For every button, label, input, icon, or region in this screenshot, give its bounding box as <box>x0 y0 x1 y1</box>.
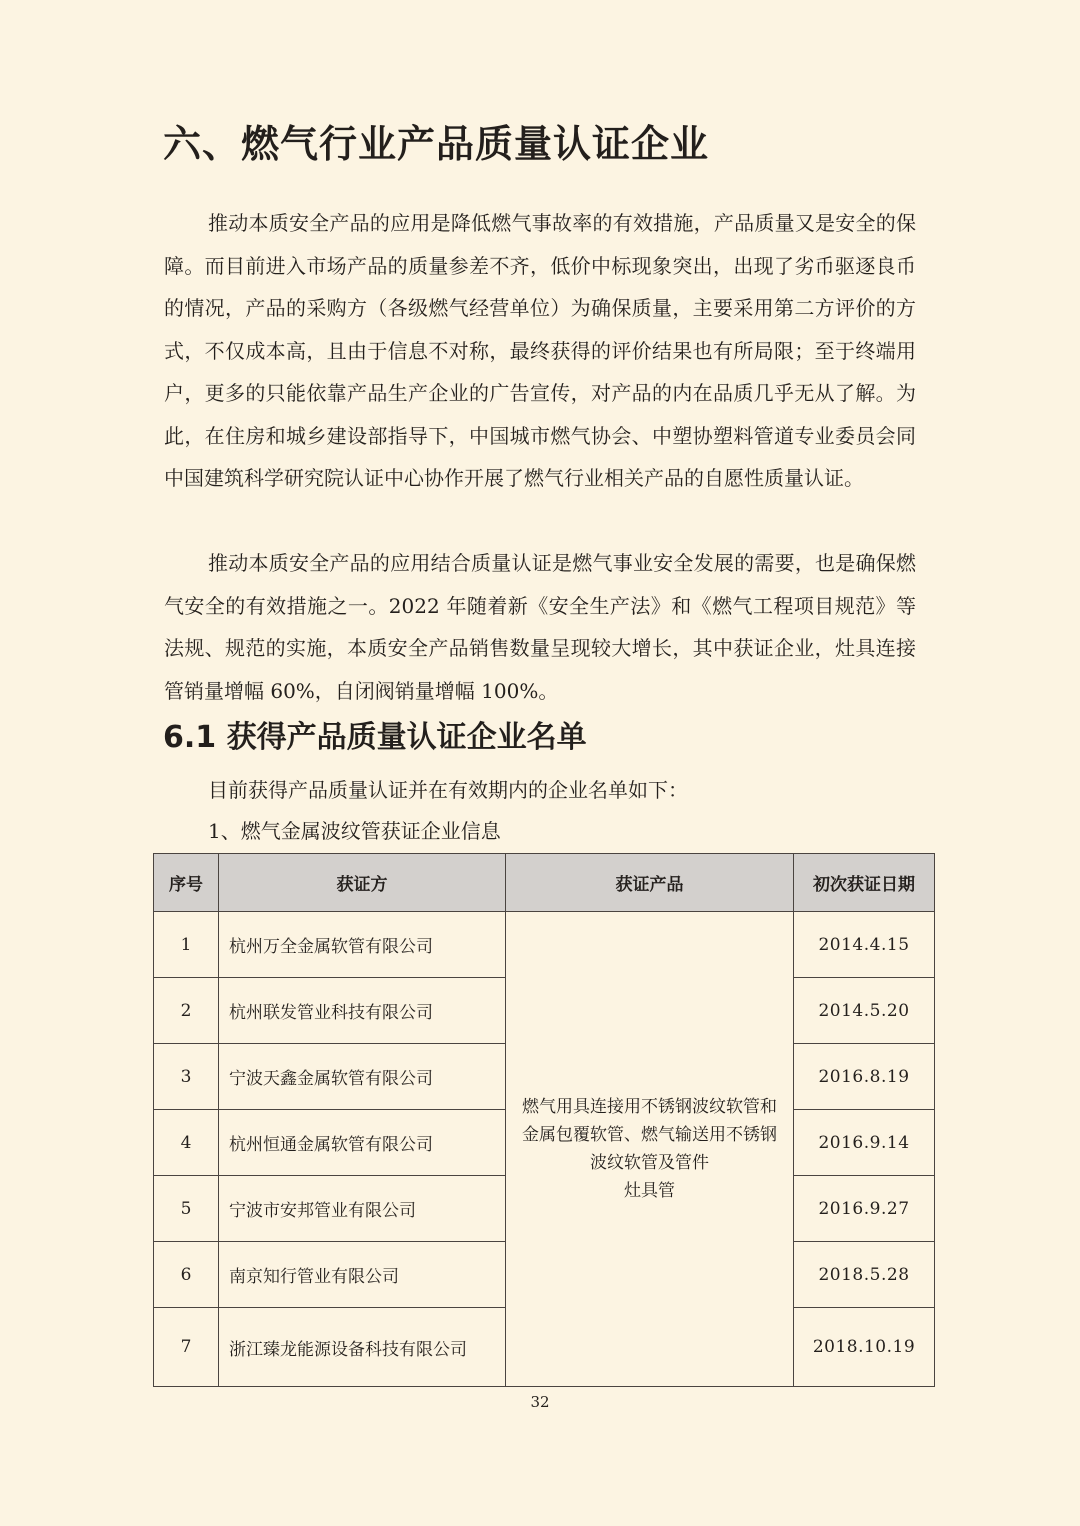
row-no: 1 <box>154 912 219 978</box>
row-date: 2016.9.14 <box>794 1110 935 1176</box>
row-no: 2 <box>154 978 219 1044</box>
row-no: 5 <box>154 1176 219 1242</box>
row-company: 杭州联发管业科技有限公司 <box>219 978 506 1044</box>
table-row <box>154 912 935 978</box>
row-date: 2018.10.19 <box>794 1308 935 1387</box>
certified-companies-table <box>153 853 935 1387</box>
intro-text: 目前获得产品质量认证并在有效期内的企业名单如下： <box>208 778 688 802</box>
row-company: 浙江臻龙能源设备科技有限公司 <box>219 1308 506 1387</box>
row-date: 2016.8.19 <box>794 1044 935 1110</box>
product-cell <box>506 912 794 1387</box>
paragraph-1: 推动本质安全产品的应用是降低燃气事故率的有效措施，产品质量又是安全的保障。而目前进入市场产品的质量参差不齐，低价中标现象突出，出现了劣币驱逐良币的情况，产品的采购方（各级燃气经营单位）为确保质量，主要采用第二方评价的方式，不仅成本高，且由于信息不对称，最终获得的评价结果也有所局限；至于终端用户，更多的只能依靠产品生产企业的广告宣传，对产品的内在品质几乎无从了解。为此，在住房和城乡建设部指导下，中国城市燃气协会、中塑协塑料管道专业委员会同中国建筑科学研究院认证中心协作开展了燃气行业相关产品的自愿性质量认证。 <box>164 211 916 490</box>
row-company: 杭州恒通金属软管有限公司 <box>219 1110 506 1176</box>
row-no: 6 <box>154 1242 219 1308</box>
product-line-2: 灶具管 <box>624 1181 675 1201</box>
section-title: 六、燃气行业产品质量认证企业 <box>163 122 710 166</box>
row-company: 南京知行管业有限公司 <box>219 1242 506 1308</box>
row-no: 3 <box>154 1044 219 1110</box>
table-caption: 1、燃气金属波纹管获证企业信息 <box>208 819 501 843</box>
row-company: 宁波市安邦管业有限公司 <box>219 1176 506 1242</box>
row-no: 7 <box>154 1308 219 1387</box>
row-no: 4 <box>154 1110 219 1176</box>
row-date: 2014.4.15 <box>794 912 935 978</box>
product-line-1: 燃气用具连接用不锈钢波纹软管和金属包覆软管、燃气输送用不锈钢波纹软管及管件 <box>522 1097 777 1173</box>
paragraph-2: 推动本质安全产品的应用结合质量认证是燃气事业安全发展的需要，也是确保燃气安全的有效措施之一。2022 年随着新《安全生产法》和《燃气工程项目规范》等法规、规范的实施，本质安全产品销售数量呈现较大增长，其中获证企业，灶具连接管销量增幅 60%，自闭阀销量增幅 100%。 <box>164 551 916 703</box>
header-company: 获证方 <box>219 854 506 912</box>
row-date: 2018.5.28 <box>794 1242 935 1308</box>
row-date: 2014.5.20 <box>794 978 935 1044</box>
row-date: 2016.9.27 <box>794 1176 935 1242</box>
header-no: 序号 <box>154 854 219 912</box>
row-company: 宁波天鑫金属软管有限公司 <box>219 1044 506 1110</box>
header-date: 初次获证日期 <box>794 854 935 912</box>
subsection-title: 6.1 获得产品质量认证企业名单 <box>163 720 587 755</box>
page-number: 32 <box>530 1393 550 1411</box>
table-header-row <box>154 854 935 912</box>
row-company: 杭州万全金属软管有限公司 <box>219 912 506 978</box>
header-product: 获证产品 <box>506 854 794 912</box>
